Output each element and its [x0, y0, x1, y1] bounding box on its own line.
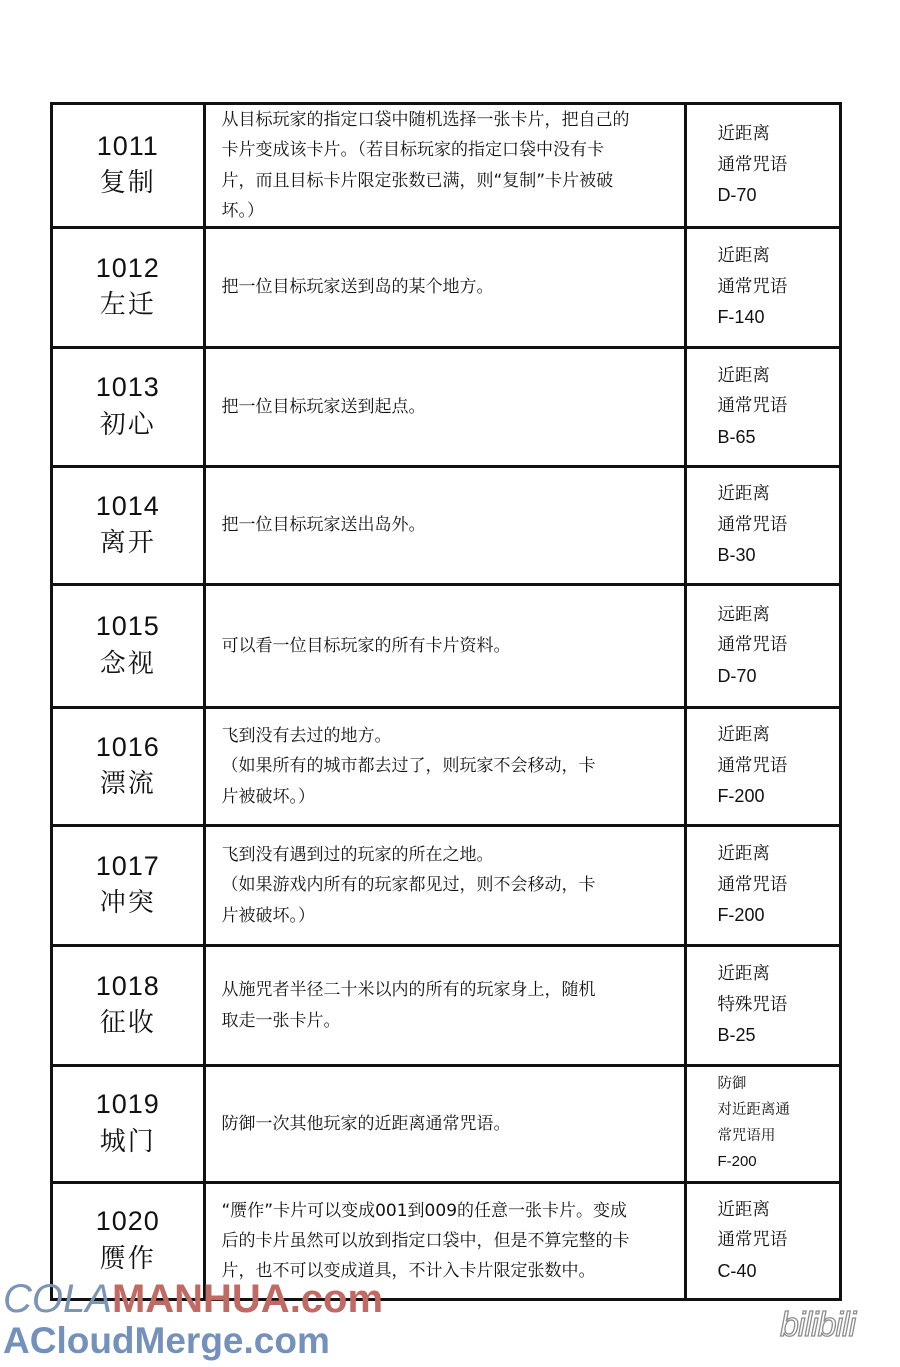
card-id-cell: [52, 348, 205, 467]
spell-card-table: [50, 102, 842, 1301]
card-name: 赝作: [99, 1243, 156, 1274]
card-name: 复制: [99, 168, 156, 199]
description-line: 把一位目标玩家送到岛的某个地方。: [221, 277, 494, 298]
card-rank-code: B-65: [717, 426, 756, 447]
card-type-line: 近距离: [717, 246, 770, 267]
card-type-cell: [686, 1066, 841, 1183]
card-row: [52, 467, 841, 585]
bilibili-logo: bilibili: [780, 1306, 856, 1344]
description-line: 飞到没有去过的地方。: [221, 726, 392, 747]
watermark-line-2: ACloudMerge.com: [3, 1320, 330, 1361]
card-number: 1013: [95, 372, 160, 403]
card-description: [204, 1066, 686, 1183]
watermark-manhua: MANHUA.com: [111, 1277, 384, 1321]
card-number: 1020: [95, 1206, 160, 1237]
card-rank-code: C-40: [717, 1260, 757, 1281]
card-rank-code: F-200: [717, 1153, 757, 1171]
card-description: [204, 708, 686, 826]
card-type-line: 对近距离通: [717, 1101, 790, 1118]
card-row: [52, 946, 841, 1066]
card-rank-code: B-25: [717, 1025, 756, 1046]
card-type-line: 通常咒语: [717, 755, 788, 776]
card-rank-code: F-200: [717, 786, 765, 807]
card-type-cell: [686, 1183, 841, 1300]
card-row: [52, 1066, 841, 1183]
card-description: [204, 228, 686, 348]
description-line: 防御一次其他玩家的近距离通常咒语。: [221, 1113, 511, 1134]
card-id-cell: [52, 585, 205, 708]
description-line: （如果游戏内所有的玩家都见过，则不会移动，卡: [221, 875, 596, 896]
card-description: [204, 104, 686, 228]
card-type-line: 通常咒语: [717, 396, 788, 417]
card-name: 左迁: [99, 290, 156, 321]
card-type-line: 特殊咒语: [717, 994, 788, 1015]
card-id-cell: [52, 708, 205, 826]
card-name: 征收: [99, 1008, 156, 1039]
card-rank-code: F-200: [717, 905, 765, 926]
card-type-cell: [686, 228, 841, 348]
description-line: 从目标玩家的指定口袋中随机选择一张卡片，把自己的: [221, 110, 630, 130]
card-id-cell: [52, 467, 205, 585]
card-name: 初心: [99, 409, 156, 440]
card-type-cell: [686, 348, 841, 467]
description-line: （如果所有的城市都去过了，则玩家不会移动，卡: [221, 756, 596, 777]
description-line: 从施咒者半径二十米以内的所有的玩家身上，随机: [221, 980, 596, 1001]
card-type-cell: [686, 467, 841, 585]
card-id-cell: [52, 1183, 205, 1300]
card-id-cell: [52, 1066, 205, 1183]
card-id-cell: [52, 826, 205, 946]
card-number: 1017: [95, 850, 160, 881]
card-id-cell: [52, 228, 205, 348]
card-type-cell: [686, 104, 841, 228]
description-line: 把一位目标玩家送到起点。: [221, 396, 426, 417]
card-row: [52, 228, 841, 348]
card-type-line: 通常咒语: [717, 874, 788, 895]
card-description: [204, 348, 686, 467]
description-line: 取走一张卡片。: [221, 1010, 341, 1031]
card-type-line: 近距离: [717, 484, 770, 505]
card-rank-code: B-30: [717, 545, 756, 566]
description-line: 飞到没有遇到过的玩家的所在之地。: [221, 845, 494, 866]
card-number: 1014: [95, 490, 160, 521]
card-number: 1016: [95, 731, 160, 762]
card-row: [52, 1183, 841, 1300]
card-type-cell: [686, 585, 841, 708]
card-type-line: 通常咒语: [717, 514, 788, 535]
card-number: 1019: [95, 1089, 160, 1120]
card-row: [52, 826, 841, 946]
card-type-cell: [686, 946, 841, 1066]
card-description: [204, 1183, 686, 1300]
card-number: 1011: [96, 130, 159, 161]
description-line: 片，而且目标卡片限定张数已满，则“复制”卡片被破: [221, 170, 614, 191]
card-type-line: 通常咒语: [717, 1230, 788, 1251]
card-row: [52, 585, 841, 708]
card-type-line: 近距离: [717, 725, 770, 746]
card-type-line: 防御: [717, 1075, 747, 1092]
card-description: [204, 585, 686, 708]
card-type-line: 通常咒语: [717, 276, 788, 297]
description-line: 后的卡片虽然可以放到指定口袋中，但是不算完整的卡: [221, 1230, 630, 1251]
card-name: 念视: [99, 648, 156, 679]
card-type-cell: [686, 708, 841, 826]
card-number: 1015: [95, 611, 160, 642]
card-type-line: 近距离: [717, 964, 770, 985]
card-number: 1012: [95, 252, 160, 283]
card-type-line: 近距离: [717, 844, 770, 865]
card-description: [204, 826, 686, 946]
card-rank-code: D-70: [717, 665, 757, 686]
card-rank-code: D-70: [717, 185, 757, 206]
card-name: 漂流: [99, 769, 156, 800]
card-name: 离开: [99, 528, 156, 559]
card-number: 1018: [95, 970, 160, 1001]
description-line: 坏。）: [221, 200, 264, 221]
card-type-cell: [686, 826, 841, 946]
card-name: 城门: [99, 1126, 156, 1157]
card-type-line: 近距离: [717, 365, 770, 386]
card-type-line: 近距离: [717, 1199, 770, 1220]
description-line: 片被破坏。）: [221, 786, 315, 807]
description-line: 片被破坏。）: [221, 905, 315, 926]
description-line: “赝作”卡片可以变成001到009的任意一张卡片。变成: [221, 1200, 628, 1221]
card-type-line: 常咒语用: [717, 1127, 776, 1144]
card-rank-code: F-140: [717, 307, 765, 328]
card-name: 冲突: [99, 888, 156, 919]
card-type-line: 近距离: [717, 124, 770, 145]
watermark-cola: COLA: [3, 1277, 112, 1321]
card-type-line: 通常咒语: [717, 154, 788, 175]
description-line: 片，也不可以变成道具，不计入卡片限定张数中。: [221, 1261, 596, 1282]
card-row: [52, 104, 841, 228]
card-description: [204, 946, 686, 1066]
description-line: 卡片变成该卡片。（若目标玩家的指定口袋中没有卡: [221, 140, 604, 161]
card-row: [52, 708, 841, 826]
card-type-line: 远距离: [717, 604, 770, 625]
card-type-line: 通常咒语: [717, 635, 788, 656]
card-id-cell: [52, 104, 205, 228]
card-description: [204, 467, 686, 585]
description-line: 可以看一位目标玩家的所有卡片资料。: [221, 635, 511, 656]
card-row: [52, 348, 841, 467]
card-id-cell: [52, 946, 205, 1066]
description-line: 把一位目标玩家送出岛外。: [221, 515, 426, 536]
